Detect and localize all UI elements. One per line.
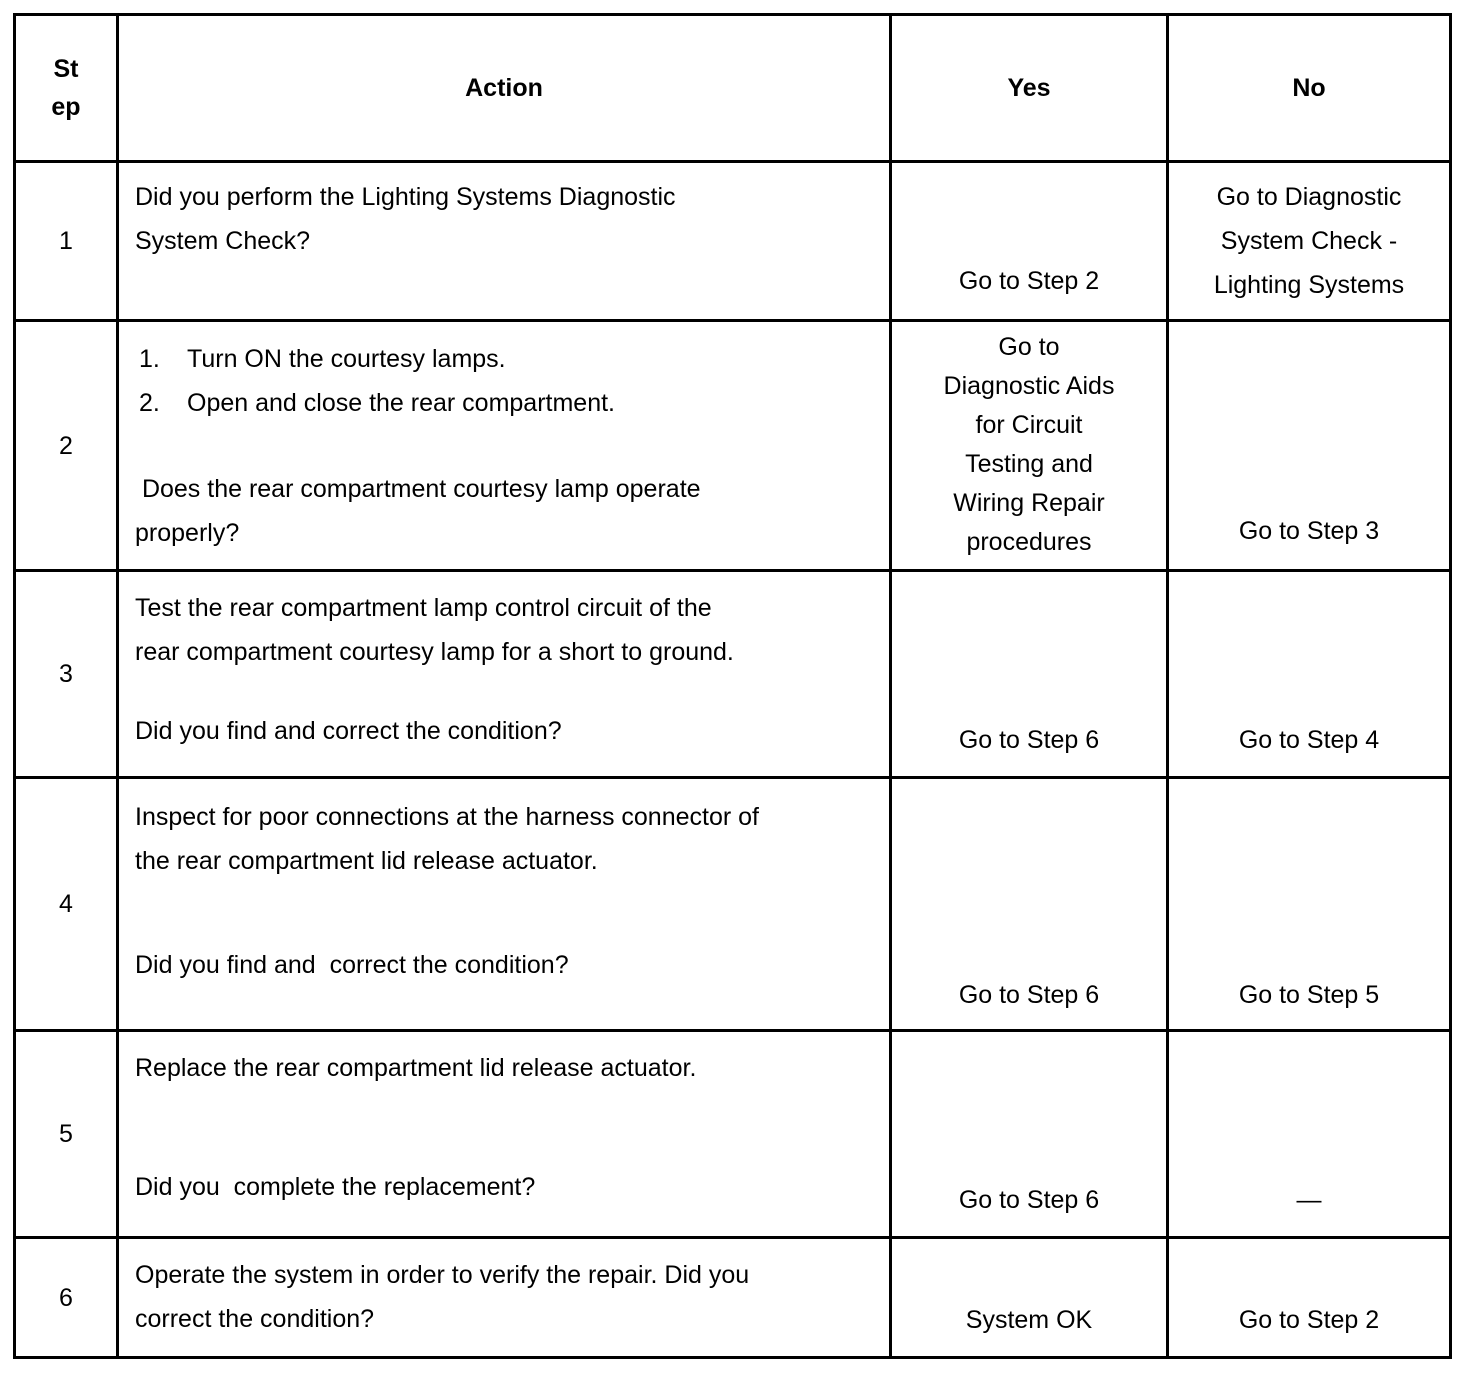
action-text: Test the rear compartment lamp control circuit of the	[135, 594, 712, 622]
header-yes: Yes	[891, 15, 1168, 162]
no-cell	[1168, 1238, 1451, 1358]
no-text: —	[1296, 1186, 1322, 1214]
no-text: Go to Step 4	[1238, 726, 1380, 754]
list-number: 1.	[139, 345, 160, 373]
header-row	[15, 15, 1451, 162]
action-text: Operate the system in order to verify the repair. Did you	[135, 1261, 750, 1289]
question-text: Did you find and correct the condition?	[135, 951, 569, 979]
table-row	[15, 778, 1451, 1031]
action-text: correct the condition?	[135, 1305, 375, 1333]
step-number: 4	[15, 778, 118, 1031]
yes-cell	[891, 778, 1168, 1031]
no-text: Lighting Systems	[1213, 271, 1405, 299]
no-cell	[1168, 321, 1451, 571]
no-text: System Check -	[1220, 227, 1398, 255]
action-list	[135, 337, 873, 425]
question-text: properly?	[135, 519, 240, 547]
yes-text: procedures	[966, 528, 1092, 556]
no-text: Go to Step 2	[1238, 1306, 1380, 1334]
header-no: No	[1168, 15, 1451, 162]
question-text: Did you find and correct the condition?	[135, 717, 562, 745]
table-row	[15, 571, 1451, 778]
yes-text: Go to Step 6	[958, 1186, 1100, 1214]
list-number: 2.	[139, 389, 160, 417]
action-text: System Check?	[135, 227, 311, 255]
header-step-line1: St	[53, 55, 79, 83]
yes-cell	[891, 321, 1168, 571]
list-item	[135, 337, 873, 381]
yes-text: Go to Step 6	[958, 981, 1100, 1009]
yes-text: Go to	[998, 333, 1060, 361]
action-cell	[118, 778, 891, 1031]
no-cell	[1168, 162, 1451, 321]
action-text: the rear compartment lid release actuator.	[135, 847, 598, 875]
action-text: Inspect for poor connections at the harness connector of	[135, 803, 759, 831]
no-cell	[1168, 571, 1451, 778]
list-text: Open and close the rear compartment.	[187, 389, 616, 417]
yes-cell	[891, 571, 1168, 778]
action-text: Replace the rear compartment lid release actuator.	[135, 1054, 697, 1082]
yes-cell	[891, 1238, 1168, 1358]
step-number: 2	[15, 321, 118, 571]
table-row	[15, 162, 1451, 321]
yes-text: System OK	[965, 1306, 1093, 1334]
list-item	[135, 381, 873, 425]
action-cell	[118, 321, 891, 571]
action-cell	[118, 571, 891, 778]
yes-text: Wiring Repair	[953, 489, 1105, 517]
header-step	[15, 15, 118, 162]
yes-cell	[891, 162, 1168, 321]
yes-text: Testing and	[965, 450, 1093, 478]
table-row	[15, 1238, 1451, 1358]
action-cell	[118, 162, 891, 321]
no-cell	[1168, 1031, 1451, 1238]
no-cell	[1168, 778, 1451, 1031]
no-text: Go to Step 3	[1238, 517, 1380, 545]
header-step-line2: ep	[51, 93, 81, 121]
no-text-block	[1169, 163, 1449, 307]
step-number: 1	[15, 162, 118, 321]
yes-text: for Circuit	[975, 411, 1083, 439]
yes-text: Diagnostic Aids	[943, 372, 1115, 400]
table-row	[15, 1031, 1451, 1238]
action-text: rear compartment courtesy lamp for a short to ground.	[135, 638, 734, 666]
action-text: Did you perform the Lighting Systems Diagnostic	[135, 183, 676, 211]
list-text: Turn ON the courtesy lamps.	[187, 345, 506, 373]
table-row	[15, 321, 1451, 571]
step-number: 5	[15, 1031, 118, 1238]
question-text: Does the rear compartment courtesy lamp operate	[135, 475, 701, 503]
action-cell	[118, 1031, 891, 1238]
yes-text: Go to Step 6	[958, 726, 1100, 754]
no-text: Go to Diagnostic	[1216, 183, 1402, 211]
yes-text-block	[892, 322, 1166, 562]
step-number: 6	[15, 1238, 118, 1358]
step-number: 3	[15, 571, 118, 778]
question-text: Did you complete the replacement?	[135, 1173, 536, 1201]
diagnostic-table	[13, 13, 1452, 1359]
header-action: Action	[118, 15, 891, 162]
action-cell	[118, 1238, 891, 1358]
yes-text: Go to Step 2	[958, 267, 1100, 295]
no-text: Go to Step 5	[1238, 981, 1380, 1009]
yes-cell	[891, 1031, 1168, 1238]
